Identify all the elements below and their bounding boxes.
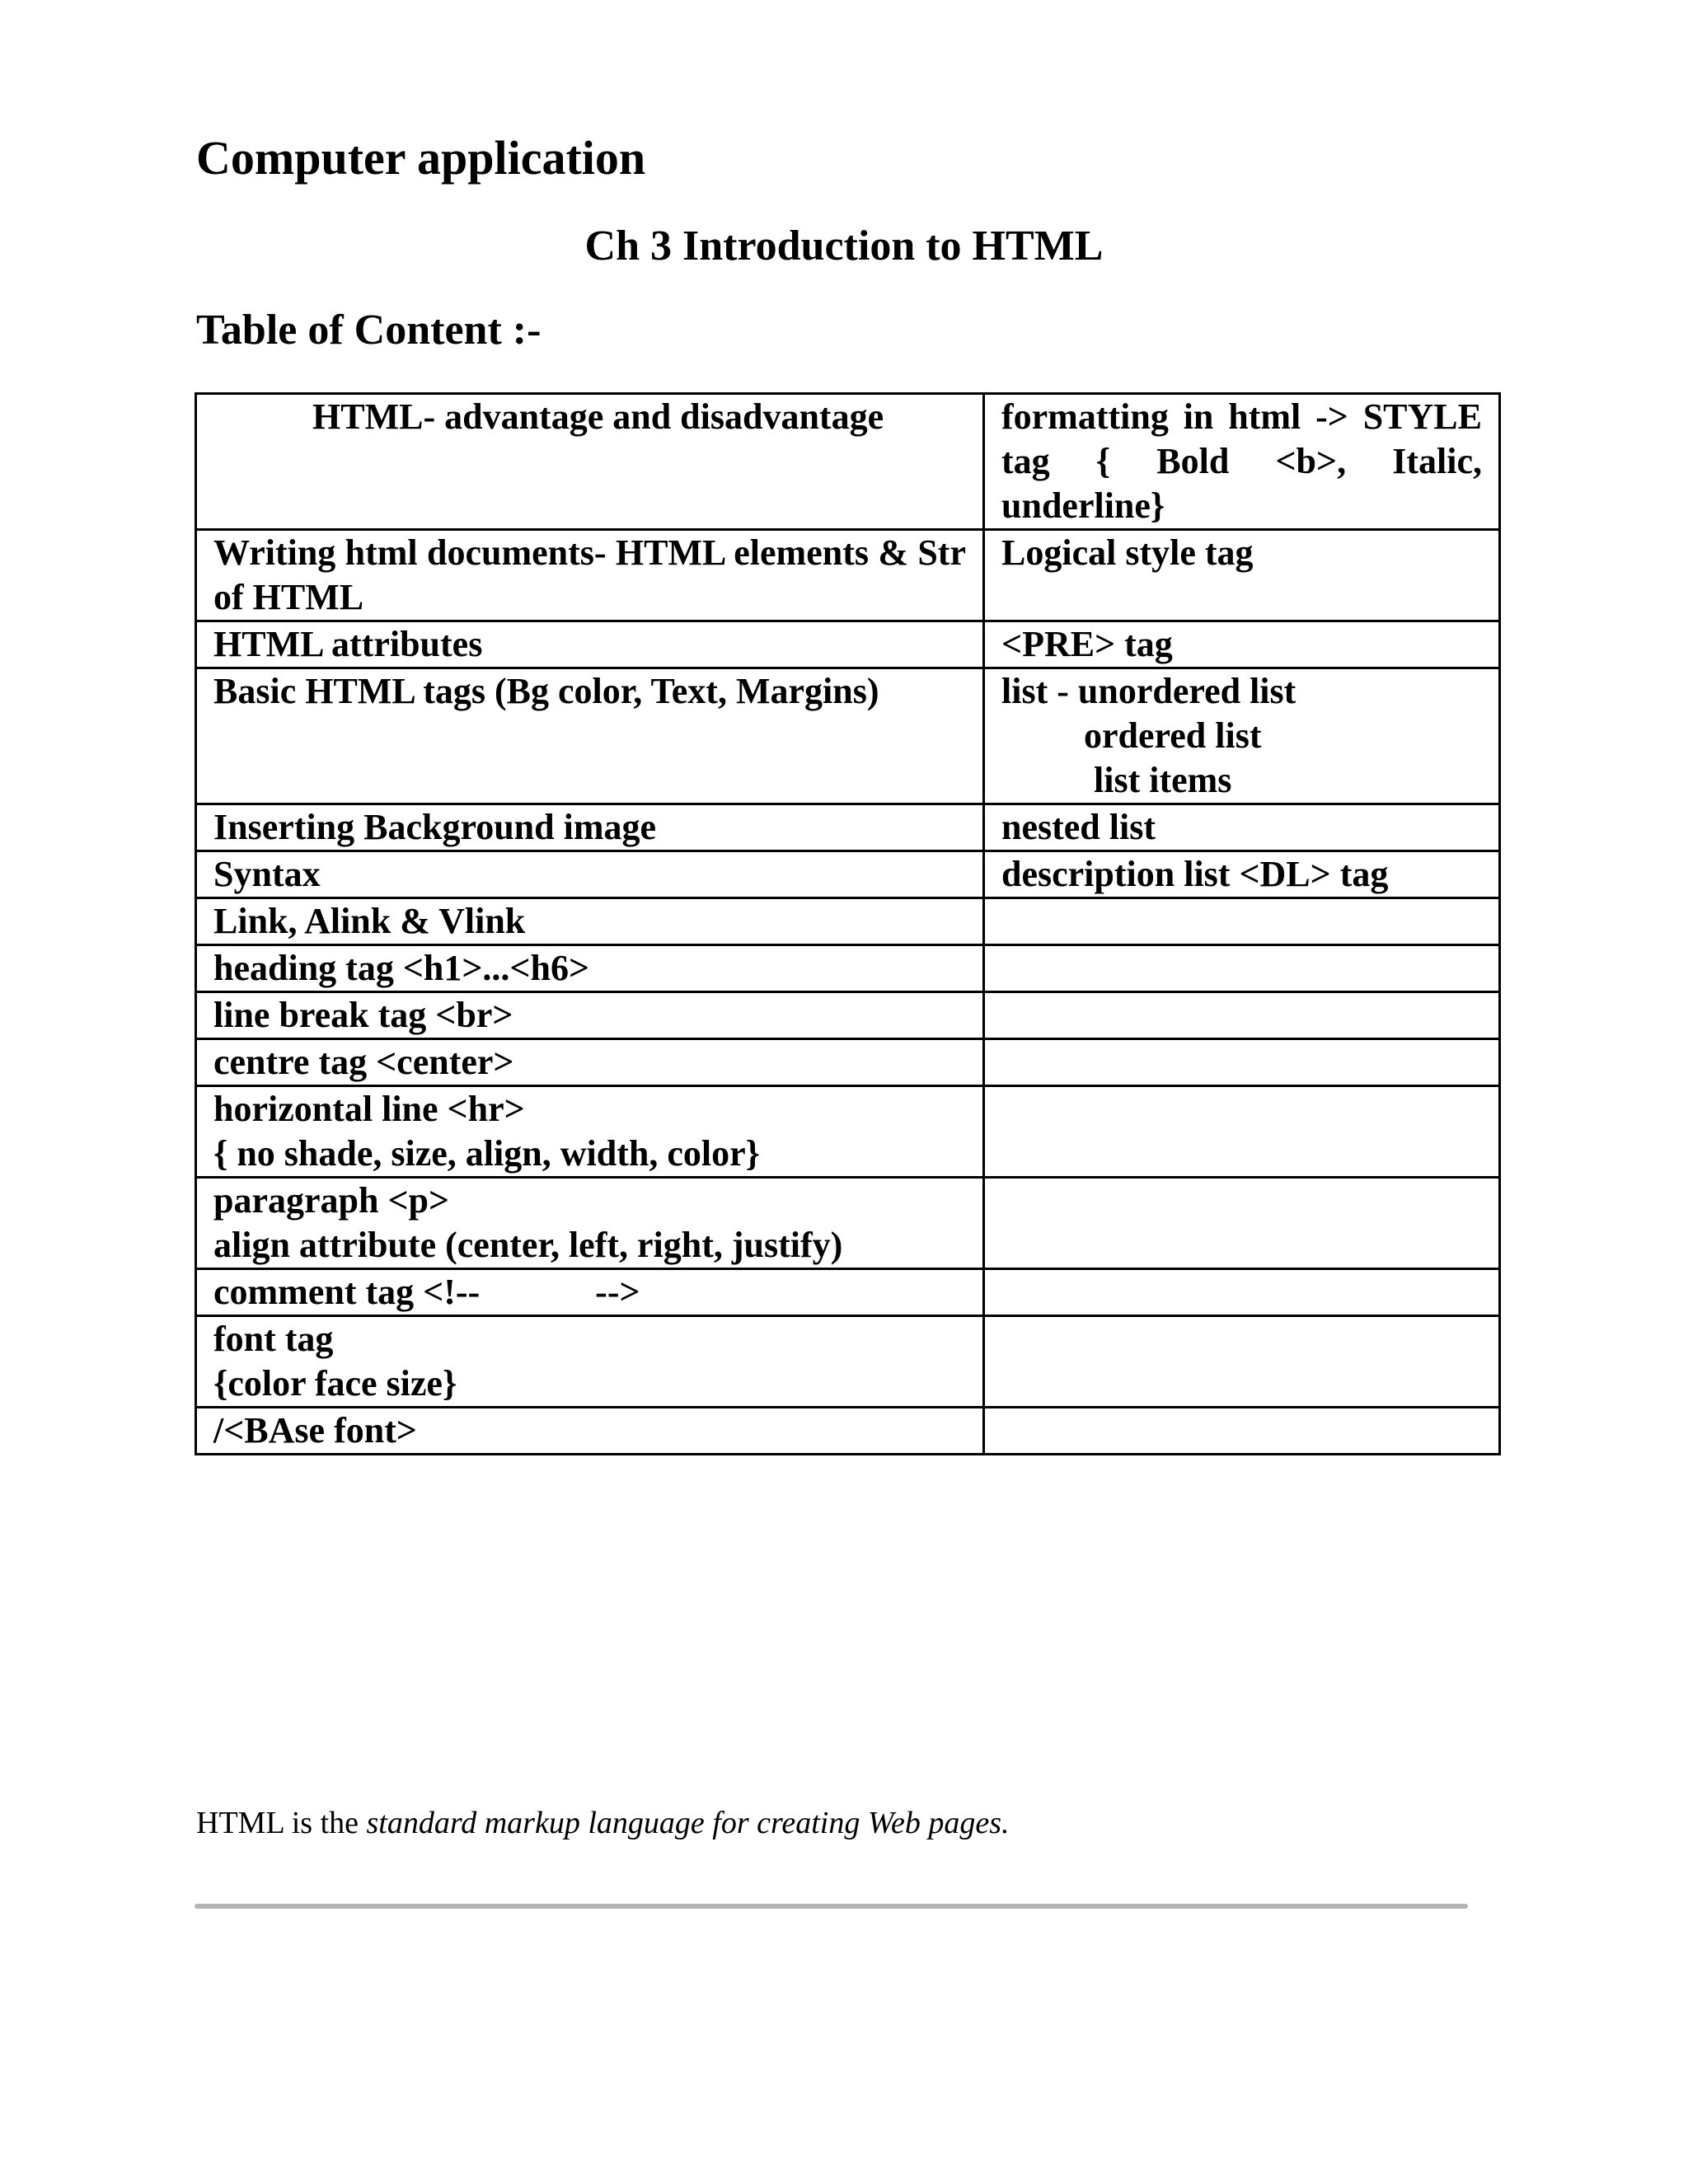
toc-cell [984,394,1500,530]
toc-cell [196,804,984,851]
footer-text-plain: HTML is the [196,1806,367,1840]
toc-item: nested list [1001,807,1156,847]
toc-cell [196,1039,984,1086]
toc-cell [196,1178,984,1269]
table-row [196,1408,1500,1455]
toc-item: Inserting Background image [213,807,657,847]
toc-table [195,392,1501,1455]
toc-cell [196,945,984,992]
page-title: Computer application [196,131,646,185]
toc-item: Basic HTML tags (Bg color, Text, Margins) [213,671,879,711]
toc-item: font tag [213,1319,334,1359]
toc-item: line break tag <br> [213,995,513,1035]
table-row [196,804,1500,851]
footer-text-italic: standard markup language for creating Web pages. [366,1806,1010,1840]
toc-cell [984,851,1500,898]
footer-text [196,1805,1010,1843]
toc-subitem: align attribute (center, left, right, justify) [213,1225,843,1265]
toc-cell [196,1086,984,1178]
toc-subitem: ordered list [1084,715,1262,756]
toc-cell-empty [984,1316,1500,1408]
toc-heading: Table of Content :- [196,307,542,354]
toc-item: description list <DL> tag [1001,854,1389,894]
toc-cell [196,394,984,530]
toc-subitem: {color face size} [213,1363,457,1404]
toc-cell-empty [984,945,1500,992]
toc-cell [196,1269,984,1316]
toc-cell [984,621,1500,668]
table-row [196,1086,1500,1178]
toc-item: Writing html documents- HTML elements & Str of HTML [213,532,966,617]
toc-cell-empty [984,1269,1500,1316]
toc-cell [196,1316,984,1408]
toc-cell [984,530,1500,621]
toc-item: paragraph <p> [213,1180,450,1221]
table-row [196,1269,1500,1316]
toc-item: --> [595,1272,640,1312]
toc-item: list - unordered list [1001,671,1296,711]
table-row [196,668,1500,804]
toc-item: horizontal line <hr> [213,1089,525,1129]
toc-cell-empty [984,1408,1500,1455]
table-row [196,1039,1500,1086]
table-row [196,992,1500,1039]
toc-cell [196,992,984,1039]
toc-item: HTML- advantage and disadvantage [312,396,884,437]
table-row [196,1316,1500,1408]
chapter-title: Ch 3 Introduction to HTML [584,223,1104,269]
table-row [196,621,1500,668]
toc-item: Syntax [213,854,321,894]
toc-item: Logical style tag [1001,532,1254,573]
toc-item: formatting in html -> STYLE tag { Bold <b>, Italic, underline} [1001,396,1482,526]
table-row [196,394,1500,530]
toc-cell [196,851,984,898]
toc-item: HTML attributes [213,624,483,664]
table-row [196,945,1500,992]
toc-cell [196,668,984,804]
toc-cell [196,898,984,945]
table-row [196,898,1500,945]
table-row [196,1178,1500,1269]
toc-cell [196,621,984,668]
table-row [196,530,1500,621]
toc-item: Link, Alink & Vlink [213,901,526,941]
toc-cell [984,668,1500,804]
toc-subitem: { no shade, size, align, width, color} [213,1133,760,1174]
toc-item: centre tag <center> [213,1042,514,1082]
toc-cell-empty [984,1039,1500,1086]
toc-cell-empty [984,1178,1500,1269]
toc-item: /<BAse font> [213,1410,417,1451]
toc-cell [984,804,1500,851]
toc-cell-empty [984,992,1500,1039]
footer-divider [195,1904,1468,1909]
toc-item: heading tag <h1>...<h6> [213,948,590,988]
toc-item: <PRE> tag [1001,624,1173,664]
toc-cell-empty [984,898,1500,945]
toc-item: comment tag <!-- [213,1272,481,1312]
toc-cell-empty [984,1086,1500,1178]
toc-subitem: list items [1094,760,1232,800]
toc-cell [196,1408,984,1455]
table-row [196,851,1500,898]
toc-cell [196,530,984,621]
